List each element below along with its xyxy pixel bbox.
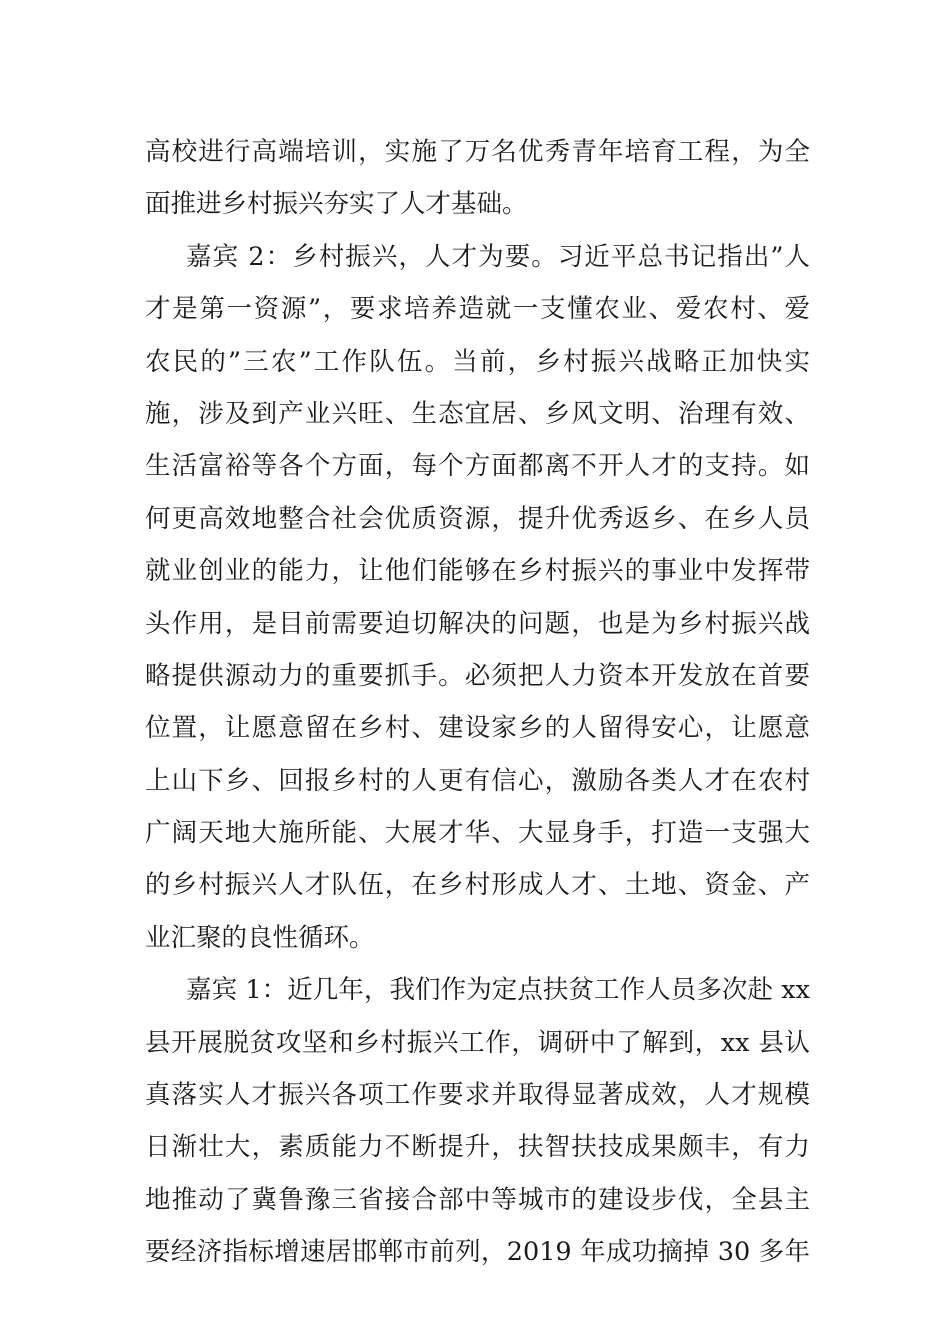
text-line: 嘉宾 2：乡村振兴，人才为要。习近平总书记指出”人 — [186, 241, 810, 272]
text-line: 上山下乡、回报乡村的人更有信心，激励各类人才在农村 — [145, 765, 810, 796]
text-line: 就业创业的能力，让他们能够在乡村振兴的事业中发挥带 — [145, 556, 810, 587]
text-line: 广阔天地大施所能、大展才华、大显身手，打造一支强大 — [145, 818, 810, 849]
paragraph-guest-2 — [145, 231, 810, 964]
text-line: 何更高效地整合社会优质资源，提升优秀返乡、在乡人员 — [145, 503, 810, 534]
text-line: 面推进乡村振兴夯实了人才基础。 — [145, 189, 528, 220]
paragraph-talent-foundation — [145, 126, 810, 231]
text-line: 的乡村振兴人才队伍，在乡村形成人才、土地、资金、产 — [145, 870, 810, 901]
text-line: 农民的”三农”工作队伍。当前，乡村振兴战略正加快实 — [145, 346, 810, 377]
text-line: 施，涉及到产业兴旺、生态宜居、乡风文明、治理有效、 — [145, 398, 810, 429]
document-body — [145, 126, 810, 1279]
text-line: 县开展脱贫攻坚和乡村振兴工作，调研中了解到，xx 县认 — [145, 1027, 810, 1058]
paragraph-guest-1 — [145, 964, 810, 1278]
text-line: 日渐壮大，素质能力不断提升，扶智扶技成果颇丰，有力 — [145, 1132, 810, 1163]
text-line: 真落实人才振兴各项工作要求并取得显著成效，人才规模 — [145, 1080, 810, 1111]
text-line: 略提供源动力的重要抓手。必须把人力资本开发放在首要 — [145, 660, 810, 691]
text-line: 位置，让愿意留在乡村、建设家乡的人留得安心，让愿意 — [145, 713, 810, 744]
text-line: 地推动了冀鲁豫三省接合部中等城市的建设步伐，全县主 — [145, 1184, 810, 1215]
text-line: 嘉宾 1：近几年，我们作为定点扶贫工作人员多次赴 xx — [186, 975, 810, 1006]
text-line: 高校进行高端培训，实施了万名优秀青年培育工程，为全 — [145, 137, 810, 167]
text-line: 要经济指标增速居邯郸市前列，2019 年成功摘掉 30 多年 — [145, 1237, 810, 1268]
text-line: 业汇聚的良性循环。 — [145, 922, 375, 953]
text-line: 才是第一资源”，要求培养造就一支懂农业、爱农村、爱 — [145, 294, 810, 325]
text-line: 生活富裕等各个方面，每个方面都离不开人才的支持。如 — [145, 451, 810, 482]
text-line: 头作用，是目前需要迫切解决的问题，也是为乡村振兴战 — [145, 608, 810, 639]
